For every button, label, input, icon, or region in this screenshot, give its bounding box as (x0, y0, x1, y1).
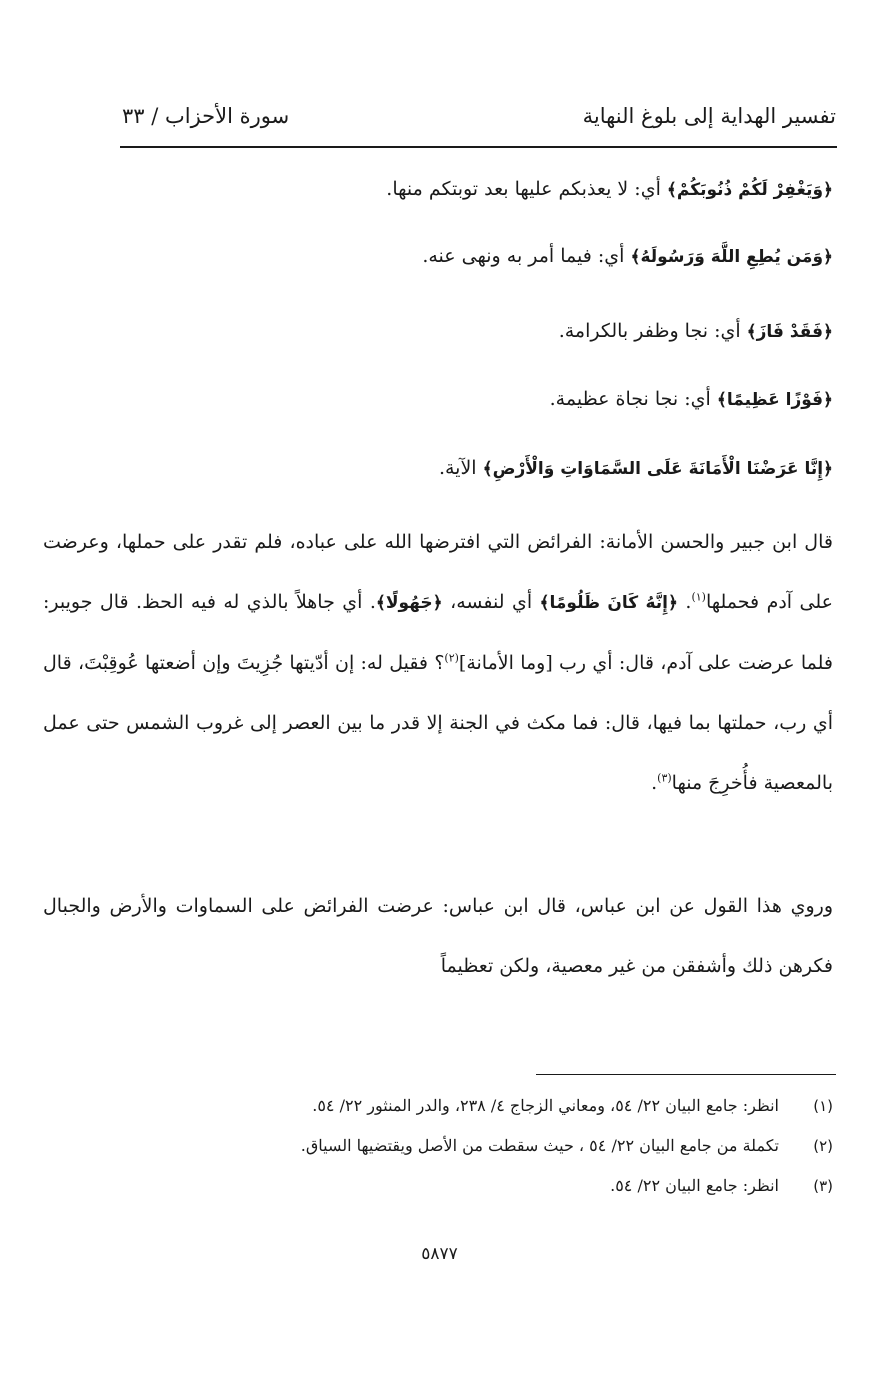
verse-gloss: أي: نجا نجاة عظيمة. (549, 388, 711, 410)
paragraph-text: . أي جاهلاً بالذي له فيه الحظ. قال جويبر: فلما عرضت على آدم، قال: أي رب [وما الأمانة] (43, 591, 834, 674)
verse-gloss: الآية. (438, 457, 477, 479)
verse-gloss: أي: لا يعذبكم عليها بعد توبتكم منها. (386, 178, 661, 200)
paragraph-text: أي لنفسه، (442, 591, 540, 613)
quran-text: ﴿فَوْزًا عَظِيمًا﴾ (716, 390, 833, 410)
surah-label: سورة الأحزاب / ٣٣ (122, 104, 290, 128)
quran-text: ﴿إِنَّا عَرَضْنَا الْأَمَانَةَ عَلَى السَّمَاوَاتِ وَالْأَرْضِ﴾ (482, 459, 833, 479)
footnote-number: (١) (813, 1097, 833, 1115)
verse-line (153, 178, 833, 200)
page-number: ٥٨٧٧ (421, 1244, 458, 1264)
footnote-rule (536, 1074, 836, 1075)
quran-text: ﴿إِنَّهُ كَانَ ظَلُومًا﴾ (539, 593, 678, 613)
quran-text: ﴿جَهُولًا﴾ (375, 593, 443, 613)
verse-line (153, 245, 833, 267)
header-rule (120, 146, 837, 148)
paragraph-1 (43, 512, 833, 813)
paragraph-text: ؟ فقيل له: إن أدّيتها جُزِيتَ وإن أضعتها عُوقِبْتَ، قال أي رب، حملتها بما فيها، قال: فما مكث في الجنة إلا قدر ما بين العصر إلى غروب الشمس حتى عمل بالمعصية فأُخرِجَ منها (43, 652, 833, 794)
quran-text: ﴿وَمَن يُطِعِ اللَّهَ وَرَسُولَهُ﴾ (630, 247, 833, 267)
verse-line (153, 320, 833, 342)
book-title: تفسير الهداية إلى بلوغ النهاية (582, 104, 836, 128)
footnote-text: انظر: جامع البيان ٢٢/ ٥٤. (610, 1176, 779, 1195)
footnote (73, 1136, 833, 1176)
footnote-ref: (٣) (657, 771, 672, 785)
paragraph-text: قال ابن جبير والحسن الأمانة: الفرائض التي افترضها الله على عباده، فلم تقدر على حملها، وعرضت على آدم فحملها (43, 531, 834, 613)
footnote (73, 1096, 833, 1136)
paragraph-text: . (651, 772, 658, 794)
footnote (73, 1176, 833, 1216)
footnotes (73, 1096, 833, 1216)
footnote-text: تكملة من جامع البيان ٢٢/ ٥٤ ، حيث سقطت من الأصل ويقتضيها السياق. (300, 1136, 779, 1155)
quran-text: ﴿فَقَدْ فَازَ﴾ (746, 322, 833, 342)
running-header (122, 100, 836, 140)
paragraph-text: وروي هذا القول عن ابن عباس، قال ابن عباس: عرضت الفرائض على السماوات والأرض والجبال فكرهن ذلك وأشفقن من غير معصية، ولكن تعظيماً (43, 895, 833, 977)
verse-gloss: أي: نجا وظفر بالكرامة. (558, 320, 741, 342)
footnote-ref: (٢) (444, 651, 459, 665)
paragraph-text: . (677, 591, 692, 613)
verse-gloss: أي: فيما أمر به ونهى عنه. (422, 245, 625, 267)
verse-line (153, 388, 833, 410)
footnote-number: (٢) (813, 1137, 833, 1155)
paragraph-2 (43, 876, 833, 996)
footnote-number: (٣) (813, 1177, 833, 1195)
verse-line (153, 457, 833, 479)
footnote-text: انظر: جامع البيان ٢٢/ ٥٤، ومعاني الزجاج ٤/ ٢٣٨، والدر المنثور ٢٢/ ٥٤. (312, 1096, 779, 1115)
footnote-ref: (١) (691, 590, 706, 604)
quran-text: ﴿وَيَغْفِرْ لَكُمْ ذُنُوبَكُمْ﴾ (666, 180, 833, 200)
